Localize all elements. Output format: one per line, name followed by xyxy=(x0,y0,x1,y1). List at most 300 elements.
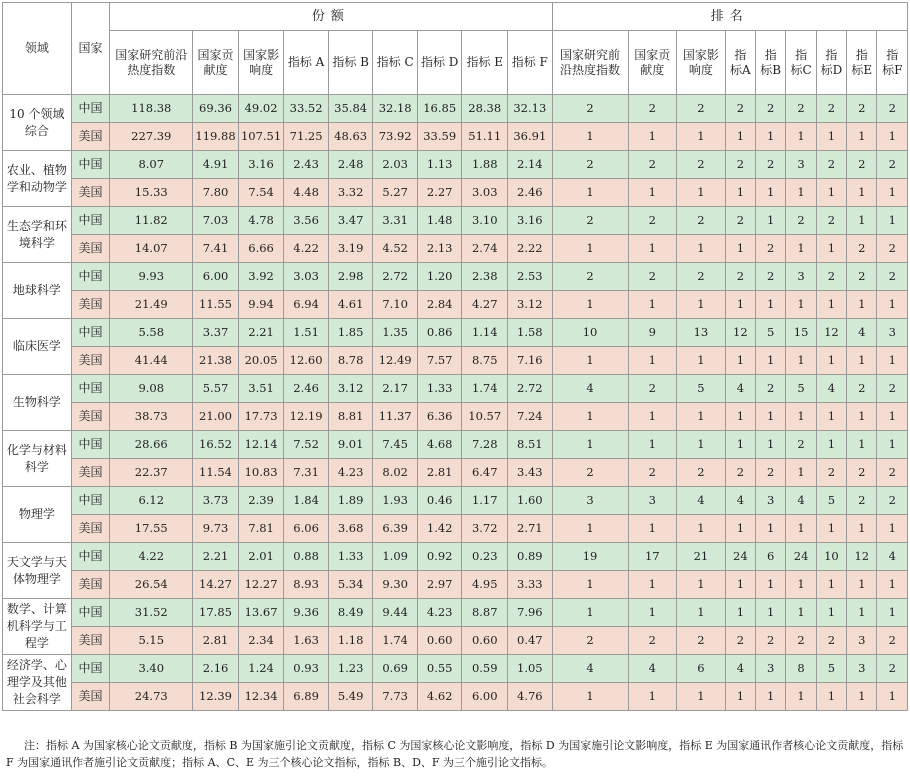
table-row xyxy=(3,431,908,459)
share-value-cell: 32.18 xyxy=(373,95,418,123)
share-value-cell: 31.52 xyxy=(110,599,193,627)
share-value-cell: 28.66 xyxy=(110,431,193,459)
share-value-cell: 3.43 xyxy=(508,459,553,487)
header-share-col: 指标 B xyxy=(328,31,373,95)
rank-value-cell: 2 xyxy=(816,207,846,235)
share-value-cell: 1.89 xyxy=(328,487,373,515)
header-rank-col: 国家贡献度 xyxy=(628,31,677,95)
share-value-cell: 5.58 xyxy=(110,319,193,347)
share-value-cell: 7.45 xyxy=(373,431,418,459)
share-value-cell: 16.52 xyxy=(193,431,239,459)
rank-value-cell: 2 xyxy=(628,375,677,403)
share-value-cell: 4.78 xyxy=(238,207,284,235)
header-rank-col: 指标A xyxy=(725,31,755,95)
country-cell: 中国 xyxy=(71,151,109,179)
share-value-cell: 4.95 xyxy=(462,571,508,599)
rank-value-cell: 1 xyxy=(877,123,908,151)
rank-value-cell: 4 xyxy=(816,375,846,403)
rank-value-cell: 1 xyxy=(756,515,786,543)
share-value-cell: 4.62 xyxy=(417,683,462,711)
table-row xyxy=(3,151,908,179)
rank-value-cell: 2 xyxy=(877,487,908,515)
share-value-cell: 36.91 xyxy=(508,123,553,151)
rank-value-cell: 2 xyxy=(756,95,786,123)
share-value-cell: 11.55 xyxy=(193,291,239,319)
rank-value-cell: 3 xyxy=(552,487,628,515)
share-value-cell: 8.07 xyxy=(110,151,193,179)
rank-value-cell: 1 xyxy=(816,571,846,599)
rank-value-cell: 2 xyxy=(677,459,726,487)
rank-value-cell: 1 xyxy=(628,347,677,375)
share-value-cell: 1.35 xyxy=(373,319,418,347)
rank-value-cell: 6 xyxy=(677,655,726,683)
rank-value-cell: 4 xyxy=(786,487,816,515)
share-value-cell: 0.89 xyxy=(508,543,553,571)
share-value-cell: 6.00 xyxy=(193,263,239,291)
share-value-cell: 2.03 xyxy=(373,151,418,179)
rank-value-cell: 2 xyxy=(677,207,726,235)
rank-value-cell: 1 xyxy=(847,571,877,599)
rank-value-cell: 1 xyxy=(877,571,908,599)
share-value-cell: 6.12 xyxy=(110,487,193,515)
rank-value-cell: 2 xyxy=(677,627,726,655)
rank-value-cell: 13 xyxy=(677,319,726,347)
rank-value-cell: 10 xyxy=(552,319,628,347)
share-value-cell: 8.02 xyxy=(373,459,418,487)
rank-value-cell: 15 xyxy=(786,319,816,347)
rank-value-cell: 2 xyxy=(786,207,816,235)
header-share-col: 指标 C xyxy=(373,31,418,95)
rank-value-cell: 17 xyxy=(628,543,677,571)
rank-value-cell: 1 xyxy=(677,347,726,375)
share-value-cell: 14.27 xyxy=(193,571,239,599)
share-value-cell: 1.18 xyxy=(328,627,373,655)
rank-value-cell: 1 xyxy=(877,515,908,543)
share-value-cell: 0.92 xyxy=(417,543,462,571)
share-value-cell: 1.63 xyxy=(284,627,329,655)
rank-value-cell: 1 xyxy=(552,683,628,711)
rank-value-cell: 4 xyxy=(677,487,726,515)
share-value-cell: 26.54 xyxy=(110,571,193,599)
share-value-cell: 2.34 xyxy=(238,627,284,655)
rank-value-cell: 1 xyxy=(847,179,877,207)
share-value-cell: 3.16 xyxy=(508,207,553,235)
share-value-cell: 5.57 xyxy=(193,375,239,403)
share-value-cell: 9.94 xyxy=(238,291,284,319)
share-value-cell: 4.68 xyxy=(417,431,462,459)
rank-value-cell: 1 xyxy=(628,571,677,599)
share-value-cell: 2.13 xyxy=(417,235,462,263)
share-value-cell: 1.58 xyxy=(508,319,553,347)
country-cell: 中国 xyxy=(71,263,109,291)
rank-value-cell: 3 xyxy=(847,655,877,683)
share-value-cell: 1.13 xyxy=(417,151,462,179)
rank-value-cell: 1 xyxy=(628,683,677,711)
rank-value-cell: 1 xyxy=(847,207,877,235)
share-value-cell: 2.38 xyxy=(462,263,508,291)
share-value-cell: 9.36 xyxy=(284,599,329,627)
rank-value-cell: 24 xyxy=(786,543,816,571)
rank-value-cell: 3 xyxy=(756,487,786,515)
table-row xyxy=(3,627,908,655)
share-value-cell: 38.73 xyxy=(110,403,193,431)
country-cell: 美国 xyxy=(71,235,109,263)
share-value-cell: 2.46 xyxy=(508,179,553,207)
share-value-cell: 1.88 xyxy=(462,151,508,179)
country-cell: 美国 xyxy=(71,515,109,543)
share-value-cell: 3.92 xyxy=(238,263,284,291)
share-value-cell: 7.10 xyxy=(373,291,418,319)
domain-cell: 10 个领域综合 xyxy=(3,95,72,151)
share-value-cell: 1.24 xyxy=(238,655,284,683)
share-value-cell: 7.96 xyxy=(508,599,553,627)
share-value-cell: 3.03 xyxy=(284,263,329,291)
table-row xyxy=(3,179,908,207)
rank-value-cell: 1 xyxy=(847,431,877,459)
share-value-cell: 9.08 xyxy=(110,375,193,403)
rank-value-cell: 12 xyxy=(847,543,877,571)
rank-value-cell: 1 xyxy=(786,291,816,319)
share-value-cell: 1.51 xyxy=(284,319,329,347)
country-cell: 美国 xyxy=(71,459,109,487)
rank-value-cell: 1 xyxy=(877,403,908,431)
share-value-cell: 71.25 xyxy=(284,123,329,151)
header-share-col: 国家研究前沿热度指数 xyxy=(110,31,193,95)
share-value-cell: 0.59 xyxy=(462,655,508,683)
share-value-cell: 8.75 xyxy=(462,347,508,375)
header-rank-col: 指标D xyxy=(816,31,846,95)
country-cell: 美国 xyxy=(71,571,109,599)
share-value-cell: 3.03 xyxy=(462,179,508,207)
domain-cell: 化学与材料科学 xyxy=(3,431,72,487)
share-value-cell: 6.00 xyxy=(462,683,508,711)
country-cell: 美国 xyxy=(71,627,109,655)
share-value-cell: 9.73 xyxy=(193,515,239,543)
share-value-cell: 0.46 xyxy=(417,487,462,515)
share-value-cell: 1.09 xyxy=(373,543,418,571)
header-share-col: 指标 E xyxy=(462,31,508,95)
share-value-cell: 12.14 xyxy=(238,431,284,459)
data-table xyxy=(2,2,908,711)
share-value-cell: 3.68 xyxy=(328,515,373,543)
table-row xyxy=(3,403,908,431)
rank-value-cell: 1 xyxy=(786,235,816,263)
share-value-cell: 118.38 xyxy=(110,95,193,123)
rank-value-cell: 1 xyxy=(786,683,816,711)
share-value-cell: 1.74 xyxy=(462,375,508,403)
rank-value-cell: 1 xyxy=(847,515,877,543)
rank-value-cell: 5 xyxy=(786,375,816,403)
share-value-cell: 2.01 xyxy=(238,543,284,571)
rank-value-cell: 1 xyxy=(677,179,726,207)
rank-value-cell: 1 xyxy=(756,291,786,319)
rank-value-cell: 1 xyxy=(816,599,846,627)
rank-value-cell: 2 xyxy=(847,459,877,487)
share-value-cell: 4.76 xyxy=(508,683,553,711)
rank-value-cell: 1 xyxy=(877,207,908,235)
header-share-group: 份额 xyxy=(110,3,552,31)
country-cell: 美国 xyxy=(71,403,109,431)
rank-value-cell: 1 xyxy=(552,291,628,319)
country-cell: 美国 xyxy=(71,179,109,207)
share-value-cell: 8.78 xyxy=(328,347,373,375)
share-value-cell: 2.39 xyxy=(238,487,284,515)
rank-value-cell: 4 xyxy=(877,543,908,571)
rank-value-cell: 4 xyxy=(725,375,755,403)
share-value-cell: 1.60 xyxy=(508,487,553,515)
rank-value-cell: 1 xyxy=(677,235,726,263)
rank-value-cell: 2 xyxy=(725,95,755,123)
share-value-cell: 4.23 xyxy=(328,459,373,487)
share-value-cell: 21.00 xyxy=(193,403,239,431)
country-cell: 中国 xyxy=(71,95,109,123)
share-value-cell: 227.39 xyxy=(110,123,193,151)
country-cell: 中国 xyxy=(71,207,109,235)
domain-cell: 天文学与天体物理学 xyxy=(3,543,72,599)
rank-value-cell: 4 xyxy=(628,655,677,683)
share-value-cell: 1.33 xyxy=(417,375,462,403)
share-value-cell: 6.39 xyxy=(373,515,418,543)
share-value-cell: 12.60 xyxy=(284,347,329,375)
table-footnote: 注：指标 A 为国家核心论文贡献度，指标 B 为国家施引论文贡献度，指标 C 为国家核心论文影响度，指标 D 为国家施引论文影响度，指标 E 为国家通讯作者核心论文贡献度，指标 F 为国家通讯作者施引论文贡献度；指标 A、C、E 为三个核心论文指标，指标 B、D、F 为三个施引论文指标。 xyxy=(6,739,904,769)
rank-value-cell: 3 xyxy=(786,151,816,179)
share-value-cell: 1.14 xyxy=(462,319,508,347)
share-value-cell: 0.60 xyxy=(462,627,508,655)
rank-value-cell: 2 xyxy=(877,263,908,291)
table-row xyxy=(3,459,908,487)
share-value-cell: 8.49 xyxy=(328,599,373,627)
share-value-cell: 3.31 xyxy=(373,207,418,235)
share-value-cell: 4.48 xyxy=(284,179,329,207)
share-value-cell: 48.63 xyxy=(328,123,373,151)
rank-value-cell: 6 xyxy=(756,543,786,571)
share-value-cell: 12.39 xyxy=(193,683,239,711)
share-value-cell: 8.51 xyxy=(508,431,553,459)
rank-value-cell: 1 xyxy=(552,347,628,375)
rank-value-cell: 2 xyxy=(816,627,846,655)
share-value-cell: 24.73 xyxy=(110,683,193,711)
share-value-cell: 2.74 xyxy=(462,235,508,263)
rank-value-cell: 1 xyxy=(847,291,877,319)
table-row xyxy=(3,123,908,151)
share-value-cell: 3.32 xyxy=(328,179,373,207)
share-value-cell: 6.36 xyxy=(417,403,462,431)
domain-cell: 地球科学 xyxy=(3,263,72,319)
share-value-cell: 13.67 xyxy=(238,599,284,627)
rank-value-cell: 2 xyxy=(552,459,628,487)
share-value-cell: 9.30 xyxy=(373,571,418,599)
share-value-cell: 2.72 xyxy=(373,263,418,291)
sub-header-row xyxy=(3,31,908,95)
share-value-cell: 9.01 xyxy=(328,431,373,459)
country-cell: 美国 xyxy=(71,291,109,319)
domain-cell: 生物科学 xyxy=(3,375,72,431)
share-value-cell: 12.34 xyxy=(238,683,284,711)
rank-value-cell: 1 xyxy=(725,599,755,627)
share-value-cell: 4.22 xyxy=(110,543,193,571)
domain-cell: 临床医学 xyxy=(3,319,72,375)
rank-value-cell: 1 xyxy=(877,683,908,711)
rank-value-cell: 5 xyxy=(816,655,846,683)
share-value-cell: 1.74 xyxy=(373,627,418,655)
rank-value-cell: 1 xyxy=(552,571,628,599)
table-row xyxy=(3,319,908,347)
share-value-cell: 6.89 xyxy=(284,683,329,711)
share-value-cell: 28.38 xyxy=(462,95,508,123)
share-value-cell: 51.11 xyxy=(462,123,508,151)
rank-value-cell: 1 xyxy=(628,235,677,263)
share-value-cell: 9.93 xyxy=(110,263,193,291)
rank-value-cell: 1 xyxy=(786,179,816,207)
share-value-cell: 5.34 xyxy=(328,571,373,599)
rank-value-cell: 2 xyxy=(552,95,628,123)
share-value-cell: 6.94 xyxy=(284,291,329,319)
rank-value-cell: 24 xyxy=(725,543,755,571)
share-value-cell: 17.85 xyxy=(193,599,239,627)
share-value-cell: 7.16 xyxy=(508,347,553,375)
rank-value-cell: 1 xyxy=(628,599,677,627)
country-cell: 中国 xyxy=(71,431,109,459)
header-rank-col: 指标C xyxy=(786,31,816,95)
share-value-cell: 2.48 xyxy=(328,151,373,179)
rank-value-cell: 1 xyxy=(725,123,755,151)
share-value-cell: 0.60 xyxy=(417,627,462,655)
table-row xyxy=(3,235,908,263)
share-value-cell: 2.22 xyxy=(508,235,553,263)
header-share-col: 国家贡献度 xyxy=(193,31,239,95)
domain-cell: 生态学和环境科学 xyxy=(3,207,72,263)
rank-value-cell: 1 xyxy=(816,235,846,263)
rank-value-cell: 1 xyxy=(677,683,726,711)
rank-value-cell: 1 xyxy=(756,403,786,431)
share-value-cell: 3.16 xyxy=(238,151,284,179)
rank-value-cell: 1 xyxy=(756,683,786,711)
rank-value-cell: 10 xyxy=(816,543,846,571)
header-rank-col: 国家影响度 xyxy=(677,31,726,95)
share-value-cell: 7.24 xyxy=(508,403,553,431)
rank-value-cell: 1 xyxy=(552,431,628,459)
share-value-cell: 2.46 xyxy=(284,375,329,403)
share-value-cell: 7.31 xyxy=(284,459,329,487)
share-value-cell: 2.14 xyxy=(508,151,553,179)
share-value-cell: 2.21 xyxy=(238,319,284,347)
header-rank-group: 排名 xyxy=(552,3,907,31)
table-row xyxy=(3,347,908,375)
share-value-cell: 2.71 xyxy=(508,515,553,543)
rank-value-cell: 1 xyxy=(725,235,755,263)
rank-value-cell: 5 xyxy=(756,319,786,347)
country-cell: 中国 xyxy=(71,543,109,571)
share-value-cell: 1.48 xyxy=(417,207,462,235)
domain-cell: 经济学、心理学及其他社会科学 xyxy=(3,655,72,711)
rank-value-cell: 1 xyxy=(786,123,816,151)
rank-value-cell: 5 xyxy=(816,487,846,515)
share-value-cell: 2.21 xyxy=(193,543,239,571)
rank-value-cell: 1 xyxy=(725,431,755,459)
share-value-cell: 107.51 xyxy=(238,123,284,151)
share-value-cell: 73.92 xyxy=(373,123,418,151)
rank-value-cell: 1 xyxy=(552,235,628,263)
share-value-cell: 3.56 xyxy=(284,207,329,235)
rank-value-cell: 4 xyxy=(725,487,755,515)
share-value-cell: 3.19 xyxy=(328,235,373,263)
rank-value-cell: 2 xyxy=(552,627,628,655)
country-cell: 美国 xyxy=(71,123,109,151)
rank-value-cell: 4 xyxy=(725,655,755,683)
table-row xyxy=(3,263,908,291)
rank-value-cell: 1 xyxy=(756,431,786,459)
rank-value-cell: 3 xyxy=(628,487,677,515)
share-value-cell: 20.05 xyxy=(238,347,284,375)
share-value-cell: 2.16 xyxy=(193,655,239,683)
country-cell: 中国 xyxy=(71,319,109,347)
share-value-cell: 4.22 xyxy=(284,235,329,263)
share-value-cell: 5.49 xyxy=(328,683,373,711)
rank-value-cell: 1 xyxy=(628,515,677,543)
share-value-cell: 12.19 xyxy=(284,403,329,431)
rank-value-cell: 2 xyxy=(552,263,628,291)
domain-cell: 物理学 xyxy=(3,487,72,543)
rank-value-cell: 2 xyxy=(786,431,816,459)
rank-value-cell: 1 xyxy=(756,207,786,235)
share-value-cell: 7.03 xyxy=(193,207,239,235)
table-row xyxy=(3,207,908,235)
rank-value-cell: 1 xyxy=(677,599,726,627)
rank-value-cell: 4 xyxy=(847,319,877,347)
share-value-cell: 1.93 xyxy=(373,487,418,515)
header-share-col: 国家影响度 xyxy=(238,31,284,95)
rank-value-cell: 1 xyxy=(786,515,816,543)
share-value-cell: 2.53 xyxy=(508,263,553,291)
header-domain: 领域 xyxy=(3,3,72,95)
header-rank-col: 指标F xyxy=(877,31,908,95)
rank-value-cell: 2 xyxy=(756,459,786,487)
rank-value-cell: 1 xyxy=(816,515,846,543)
country-cell: 美国 xyxy=(71,347,109,375)
rank-value-cell: 2 xyxy=(725,151,755,179)
rank-value-cell: 1 xyxy=(877,347,908,375)
share-value-cell: 1.33 xyxy=(328,543,373,571)
share-value-cell: 6.06 xyxy=(284,515,329,543)
share-value-cell: 4.61 xyxy=(328,291,373,319)
rank-value-cell: 1 xyxy=(628,431,677,459)
share-value-cell: 5.27 xyxy=(373,179,418,207)
share-value-cell: 3.10 xyxy=(462,207,508,235)
share-value-cell: 5.15 xyxy=(110,627,193,655)
share-value-cell: 3.12 xyxy=(328,375,373,403)
rank-value-cell: 1 xyxy=(847,599,877,627)
rank-value-cell: 2 xyxy=(847,235,877,263)
rank-value-cell: 2 xyxy=(725,207,755,235)
rank-value-cell: 1 xyxy=(816,347,846,375)
rank-value-cell: 1 xyxy=(725,515,755,543)
rank-value-cell: 2 xyxy=(725,263,755,291)
share-value-cell: 1.17 xyxy=(462,487,508,515)
share-value-cell: 33.52 xyxy=(284,95,329,123)
rank-value-cell: 1 xyxy=(725,347,755,375)
share-value-cell: 3.12 xyxy=(508,291,553,319)
rank-value-cell: 1 xyxy=(677,403,726,431)
table-row xyxy=(3,515,908,543)
rank-value-cell: 1 xyxy=(552,123,628,151)
rank-value-cell: 1 xyxy=(847,347,877,375)
country-cell: 中国 xyxy=(71,599,109,627)
share-value-cell: 2.84 xyxy=(417,291,462,319)
share-value-cell: 3.73 xyxy=(193,487,239,515)
rank-value-cell: 2 xyxy=(786,95,816,123)
share-value-cell: 32.13 xyxy=(508,95,553,123)
share-value-cell: 3.40 xyxy=(110,655,193,683)
